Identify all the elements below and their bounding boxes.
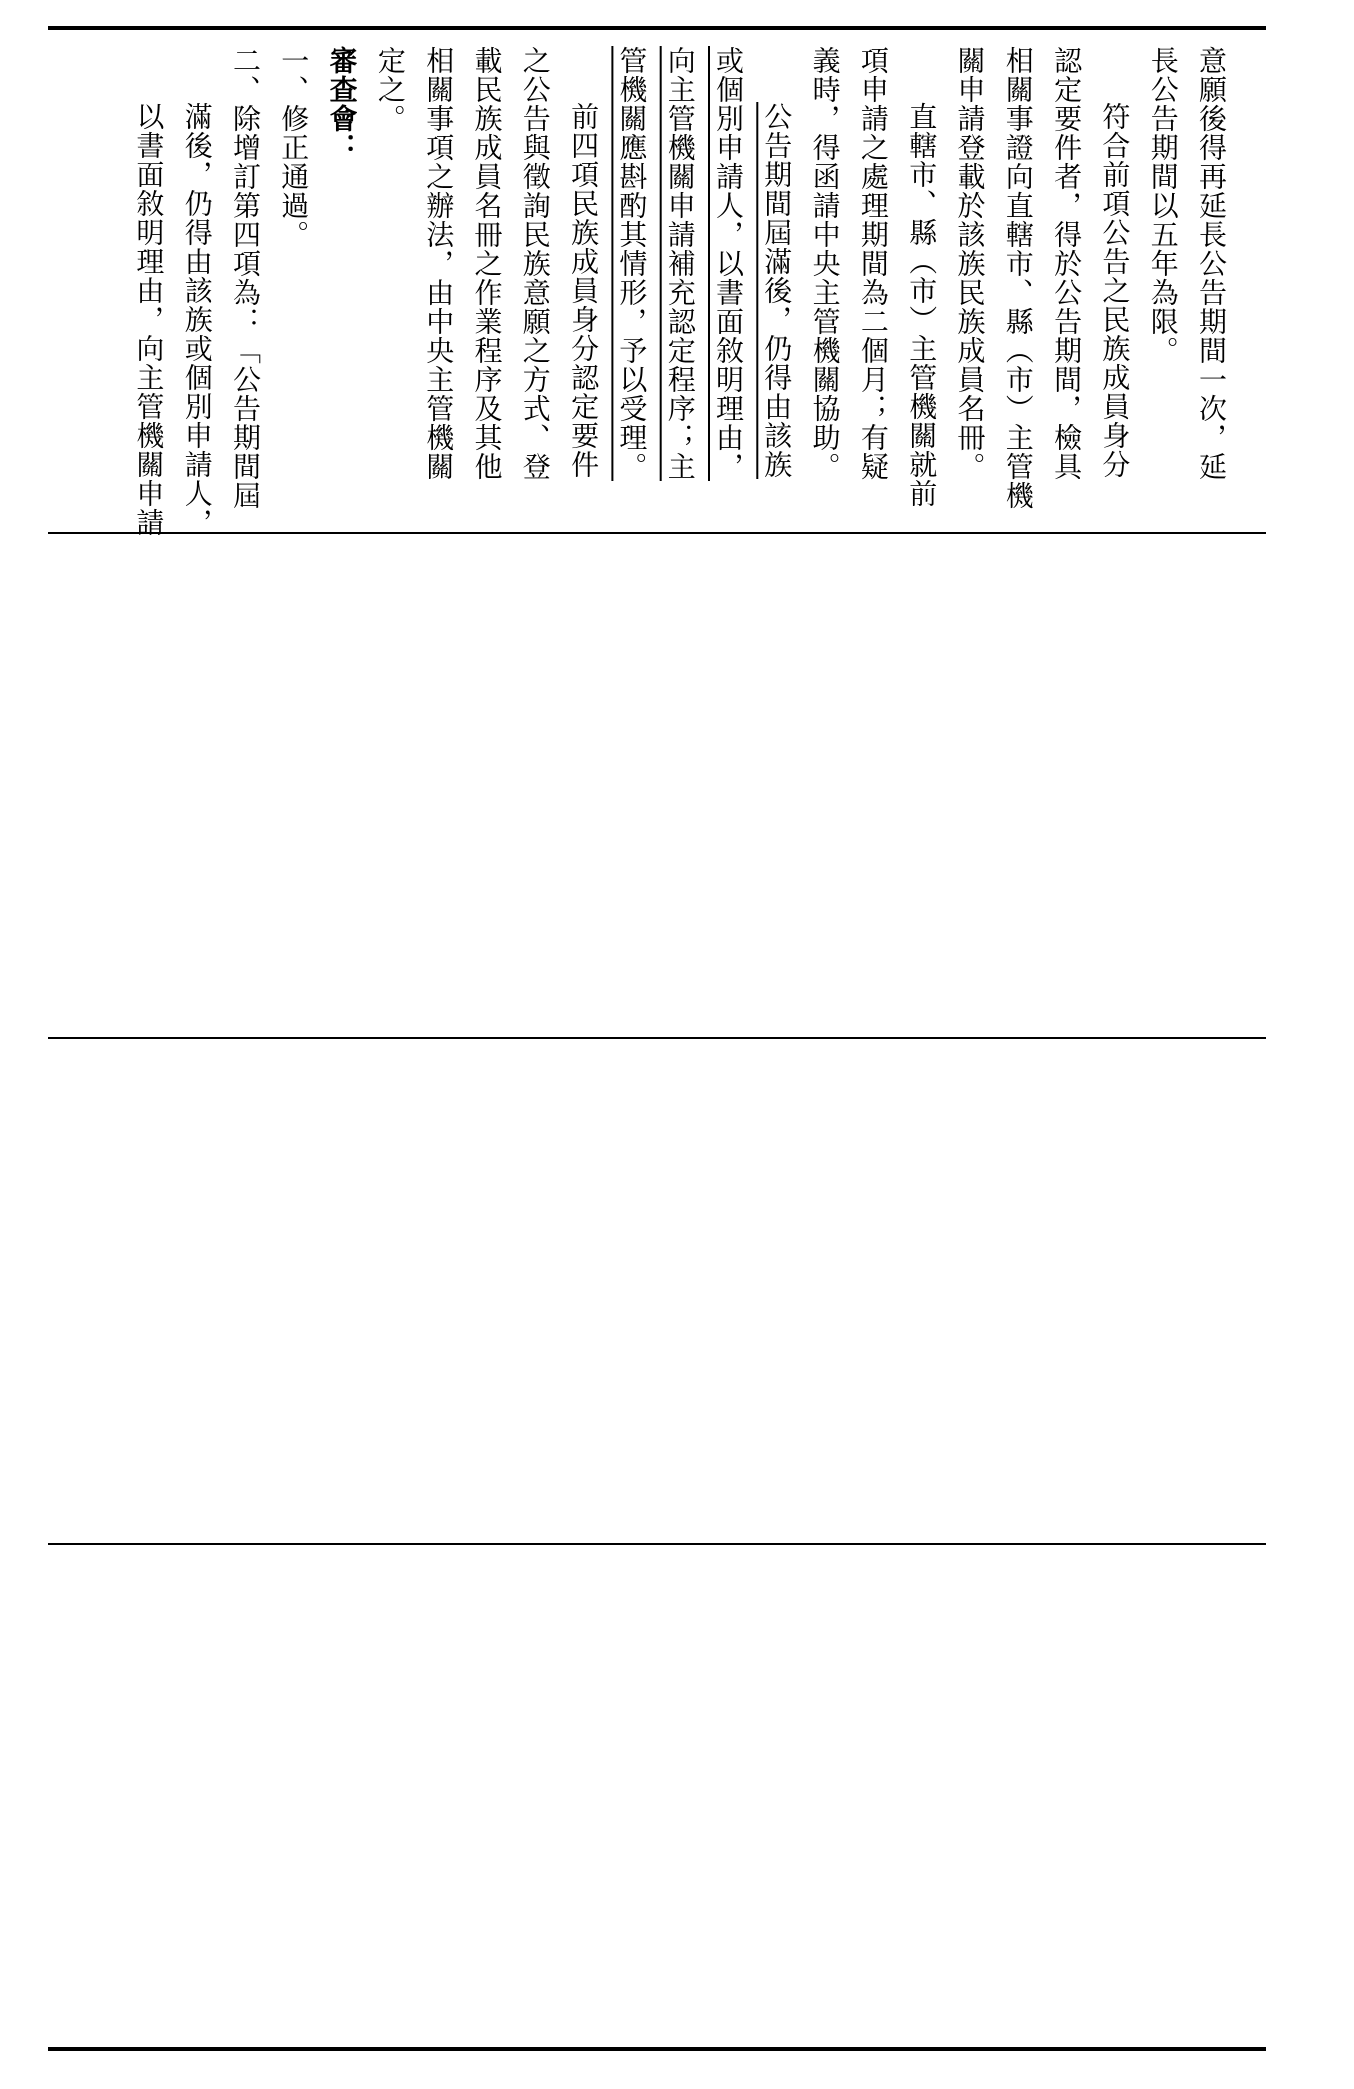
text-column: 公告期間屆滿後，仍得由該族: [760, 102, 794, 479]
text-column: 以書面敘明理由，向主管機關申請: [132, 102, 166, 537]
vertical-text-block: [48, 30, 1266, 535]
text-column: 相關事證向直轄市、縣（市）主管機: [1001, 46, 1035, 510]
text-column: 項申請之處理期間為二個月；有疑: [856, 46, 890, 481]
text-column: 符合前項公告之民族成員身分: [1098, 102, 1132, 479]
bottom-rule: [48, 2047, 1266, 2051]
text-column: 相關事項之辦法，由中央主管機關: [422, 46, 456, 481]
text-column: 之公告與徵詢民族意願之方式、登: [518, 46, 552, 481]
text-column: 義時，得函請中央主管機關協助。: [808, 46, 842, 481]
text-column: 關申請登載於該族民族成員名冊。: [953, 46, 987, 481]
section-divider-3: [48, 1543, 1266, 1545]
text-column: 長公告期間以五年為限。: [1146, 46, 1180, 365]
text-column: 一、修正通過。: [277, 46, 311, 249]
text-column: 意願後得再延長公告期間一次，延: [1195, 46, 1228, 481]
text-column: 前四項民族成員身分認定要件: [567, 102, 601, 479]
text-column: 管機關應斟酌其情形，予以受理。: [615, 46, 649, 481]
section-heading: 審查會：: [325, 46, 359, 162]
text-column: 認定要件者，得於公告期間，檢具: [1050, 46, 1084, 481]
text-column: 滿後，仍得由該族或個別申請人，: [180, 102, 214, 537]
text-column: 或個別申請人，以書面敘明理由，: [712, 46, 745, 481]
section-divider-2: [48, 1037, 1266, 1039]
text-column: 二、除增訂第四項為：「公告期間屆: [229, 46, 262, 510]
text-column: 載民族成員名冊之作業程序及其他: [470, 46, 504, 481]
text-column: 定之。: [373, 46, 407, 133]
text-column: 直轄市、縣（市）主管機關就前: [905, 102, 939, 508]
text-column: 向主管機關申請補充認定程序；主: [663, 46, 697, 481]
